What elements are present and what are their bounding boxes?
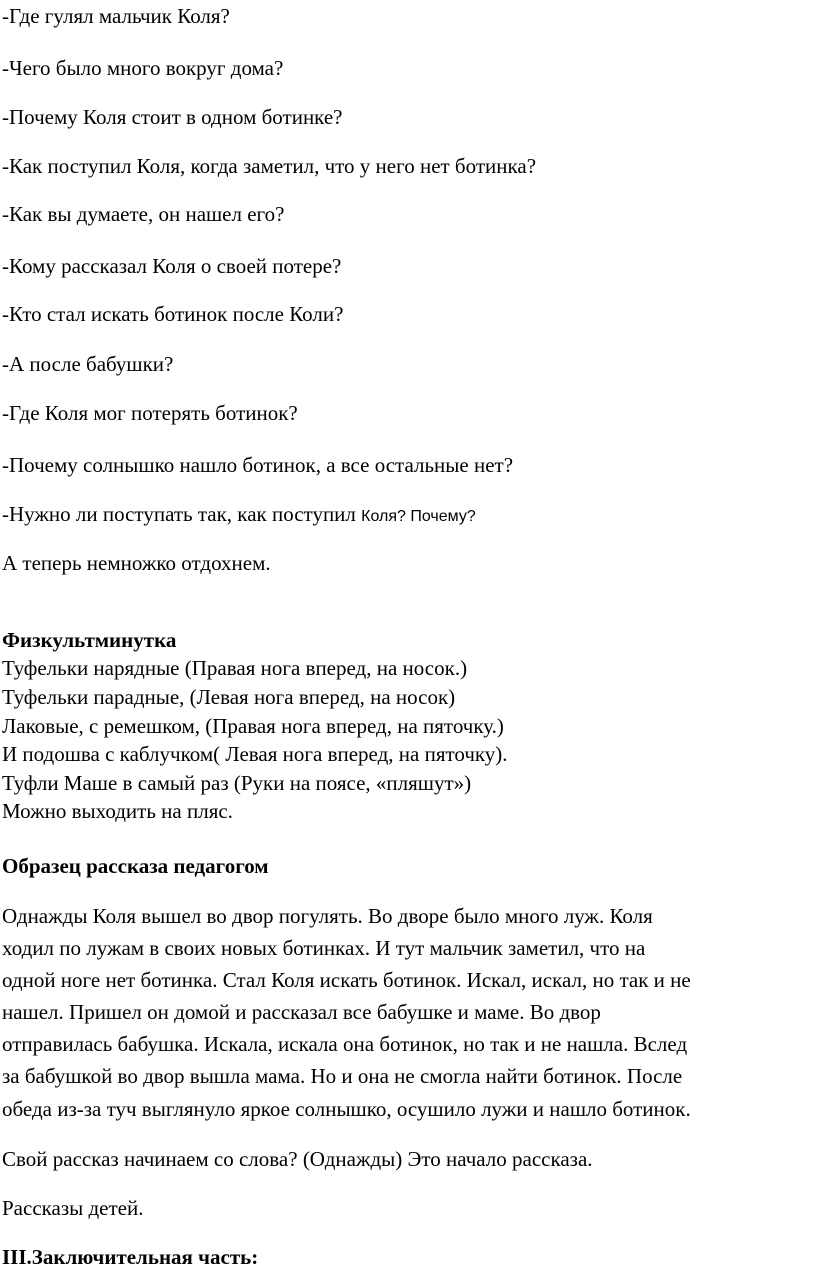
question-3: -Почему Коля стоит в одном ботинке? <box>2 105 343 129</box>
phys-heading: Физкультминутка <box>2 628 177 652</box>
phys-line-5: Туфли Маше в самый раз (Руки на поясе, «пляшут») <box>2 771 472 795</box>
begin-line: Свой рассказ начинаем со слова? (Однажды) Это начало рассказа. <box>2 1147 593 1171</box>
story-line-7: обеда из-за туч выглянуло яркое солнышко, осушило лужи и нашло ботинок. <box>2 1097 691 1121</box>
question-2: -Чего было много вокруг дома? <box>2 56 284 80</box>
phys-line-2: Туфельки парадные, (Левая нога вперед, на носок) <box>2 685 456 709</box>
question-1: -Где гулял мальчик Коля? <box>2 4 230 28</box>
story-line-6: за бабушкой во двор вышла мама. Но и она не смогла найти ботинок. После <box>2 1064 683 1088</box>
story-line-3: одной ноге нет ботинка. Стал Коля искать ботинок. Искал, искал, но так и не <box>2 968 691 992</box>
question-9: -Где Коля мог потерять ботинок? <box>2 401 298 425</box>
story-line-5: отправилась бабушка. Искала, искала она ботинок, но так и не нашла. Вслед <box>2 1032 688 1056</box>
question-11-tail: Коля? Почему? <box>361 508 476 525</box>
question-11 <box>2 500 476 531</box>
phys-line-4: И подошва с каблучком( Левая нога вперед, на пяточку). <box>2 742 508 766</box>
story-line-2: ходил по лужам в своих новых ботинках. И тут мальчик заметил, что на <box>2 936 646 960</box>
phys-line-1: Туфельки нарядные (Правая нога вперед, на носок.) <box>2 656 468 680</box>
sample-heading: Образец рассказа педагогом <box>2 854 269 878</box>
question-10: -Почему солнышко нашло ботинок, а все остальные нет? <box>2 453 514 477</box>
question-6: -Кому рассказал Коля о своей потере? <box>2 254 342 278</box>
question-8: -А после бабушки? <box>2 352 174 376</box>
story-line-4: нашел. Пришел он домой и рассказал все бабушке и маме. Во двор <box>2 1000 601 1024</box>
question-7: -Кто стал искать ботинок после Коли? <box>2 302 344 326</box>
children-line: Рассказы детей. <box>2 1196 144 1220</box>
rest-line: А теперь немножко отдохнем. <box>2 551 271 575</box>
phys-line-3: Лаковые, с ремешком, (Правая нога вперед, на пяточку.) <box>2 714 504 738</box>
phys-line-6: Можно выходить на пляс. <box>2 799 233 823</box>
story-line-1: Однажды Коля вышел во двор погулять. Во дворе было много луж. Коля <box>2 904 653 928</box>
question-4: -Как поступил Коля, когда заметил, что у него нет ботинка? <box>2 154 537 178</box>
question-5: -Как вы думаете, он нашел его? <box>2 202 285 226</box>
question-11-main: -Нужно ли поступать так, как поступил <box>2 502 362 526</box>
final-heading: III.Заключительная часть: <box>2 1245 259 1269</box>
